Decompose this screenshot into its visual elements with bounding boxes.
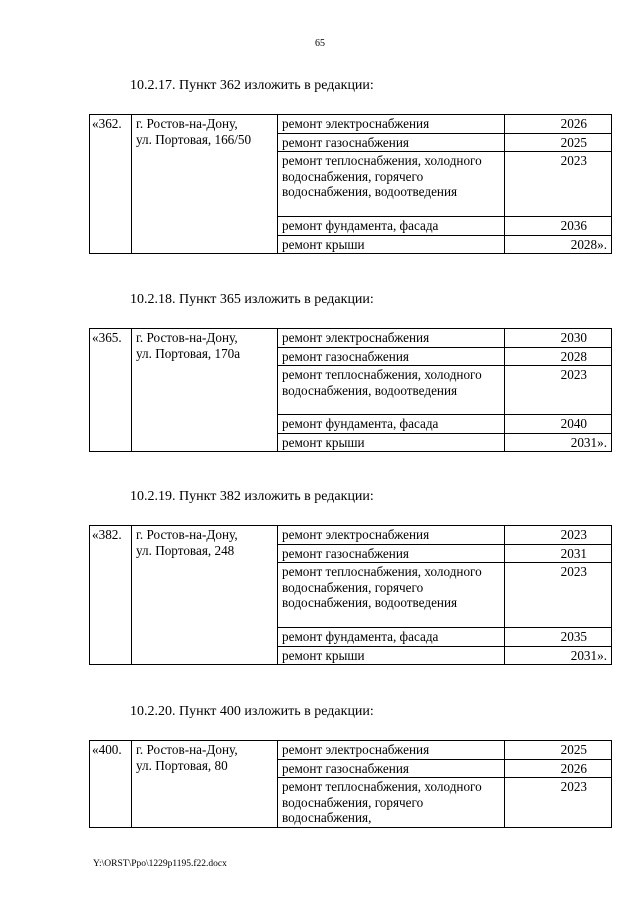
table-row — [90, 526, 612, 545]
year-cell: 2028 — [505, 347, 612, 366]
year-cell: 2023 — [505, 152, 612, 217]
year-cell: 2025 — [505, 133, 612, 152]
year-cell: 2025 — [505, 741, 612, 760]
section-heading: 10.2.18. Пункт 365 изложить в редакции: — [130, 292, 374, 307]
edit-table — [89, 740, 612, 828]
year-cell: 2040 — [505, 415, 612, 434]
section-heading: 10.2.17. Пункт 362 изложить в редакции: — [130, 78, 374, 93]
year-cell: 2036 — [505, 217, 612, 236]
address-cell — [132, 526, 278, 665]
item-number: «382. — [90, 526, 132, 665]
address-line: ул. Портовая, 166/50 — [136, 131, 252, 147]
year-cell: 2026 — [505, 115, 612, 134]
page-number: 65 — [315, 38, 325, 49]
work-cell: ремонт крыши — [278, 235, 505, 254]
table-row — [90, 115, 612, 134]
edit-table — [89, 328, 612, 452]
address-cell — [132, 115, 278, 254]
address-line: г. Ростов-на-Дону, — [136, 527, 238, 542]
work-cell: ремонт электроснабжения — [278, 526, 505, 545]
address-line: г. Ростов-на-Дону, — [136, 742, 238, 757]
item-number: «365. — [90, 329, 132, 452]
year-cell: 2023 — [505, 526, 612, 545]
work-cell: ремонт фундамента, фасада — [278, 217, 505, 236]
year-cell: 2023 — [505, 366, 612, 415]
address-line: ул. Портовая, 170а — [136, 345, 241, 361]
work-cell: ремонт газоснабжения — [278, 347, 505, 366]
work-cell: ремонт теплоснабжения, холодного водоснабжения, горячего водоснабжения, — [278, 778, 505, 828]
work-cell: ремонт теплоснабжения, холодного водоснабжения, водоотведения — [278, 366, 505, 415]
work-cell: ремонт электроснабжения — [278, 115, 505, 134]
file-path-footer: Y:\ORST\Ppo\1229p1195.f22.docx — [93, 859, 227, 869]
address-line: ул. Портовая, 248 — [136, 542, 235, 558]
work-cell: ремонт газоснабжения — [278, 759, 505, 778]
section-heading: 10.2.19. Пункт 382 изложить в редакции: — [130, 489, 374, 504]
work-cell: ремонт теплоснабжения, холодного водоснабжения, горячего водоснабжения, водоотведения — [278, 152, 505, 217]
work-cell: ремонт газоснабжения — [278, 544, 505, 563]
address-cell — [132, 329, 278, 452]
year-cell: 2026 — [505, 759, 612, 778]
edit-table — [89, 525, 612, 665]
edit-table — [89, 114, 612, 254]
address-line: г. Ростов-на-Дону, — [136, 330, 238, 345]
address-line: г. Ростов-на-Дону, — [136, 116, 238, 131]
section-heading: 10.2.20. Пункт 400 изложить в редакции: — [130, 704, 374, 719]
table-row — [90, 329, 612, 348]
work-cell: ремонт электроснабжения — [278, 329, 505, 348]
work-cell: ремонт газоснабжения — [278, 133, 505, 152]
year-cell: 2023 — [505, 563, 612, 628]
year-cell: 2035 — [505, 628, 612, 647]
year-cell: 2028». — [505, 235, 612, 254]
year-cell: 2031». — [505, 433, 612, 452]
address-line: ул. Портовая, 80 — [136, 757, 228, 773]
year-cell: 2031 — [505, 544, 612, 563]
item-number: «362. — [90, 115, 132, 254]
year-cell: 2031». — [505, 646, 612, 665]
year-cell: 2030 — [505, 329, 612, 348]
item-number: «400. — [90, 741, 132, 828]
address-cell — [132, 741, 278, 828]
year-cell: 2023 — [505, 778, 612, 828]
work-cell: ремонт фундамента, фасада — [278, 415, 505, 434]
work-cell: ремонт электроснабжения — [278, 741, 505, 760]
table-row — [90, 741, 612, 760]
work-cell: ремонт крыши — [278, 646, 505, 665]
work-cell: ремонт фундамента, фасада — [278, 628, 505, 647]
work-cell: ремонт крыши — [278, 433, 505, 452]
work-cell: ремонт теплоснабжения, холодного водоснабжения, горячего водоснабжения, водоотведения — [278, 563, 505, 628]
